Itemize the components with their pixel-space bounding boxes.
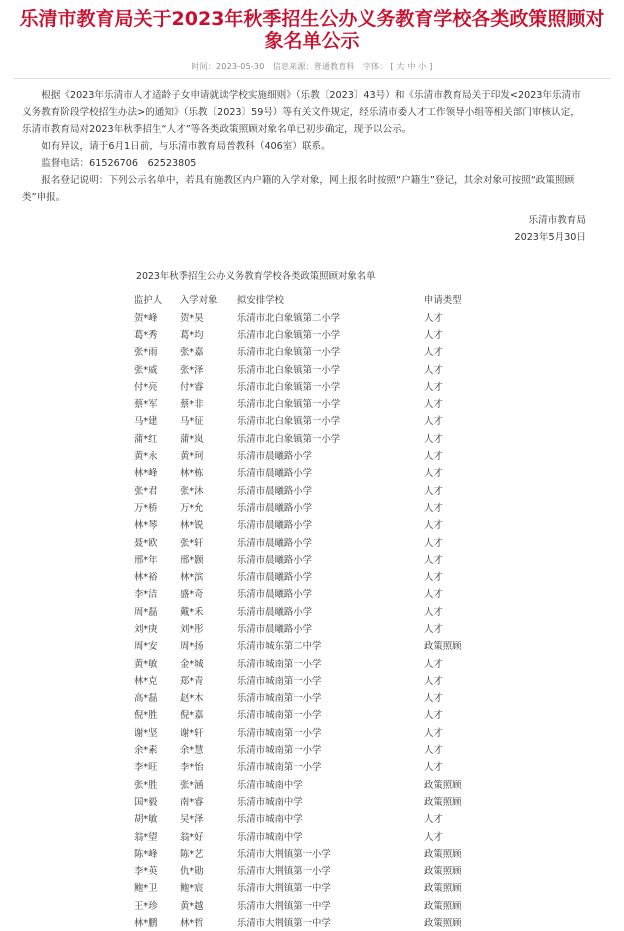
- guardian-cell: 林*琴: [134, 520, 158, 532]
- guardian-cell: 王*珍: [134, 900, 158, 912]
- guardian-cell: 林*克: [134, 675, 158, 687]
- type-cell: 政策照顾: [424, 779, 462, 791]
- school-cell: 乐清市城南中学: [237, 796, 303, 808]
- table-row: [134, 740, 484, 757]
- student-cell: 贺*昊: [180, 312, 204, 324]
- type-cell: 人才: [424, 623, 443, 635]
- student-cell: 余*慧: [180, 745, 204, 757]
- student-cell: 林*滨: [180, 572, 204, 584]
- type-cell: 人才: [424, 502, 443, 514]
- table-row: [134, 533, 484, 550]
- school-cell: 乐清市北白象镇第一小学: [237, 329, 341, 341]
- table-row: [134, 758, 484, 775]
- table-row: [134, 810, 484, 827]
- type-cell: 人才: [424, 347, 443, 359]
- type-cell: 人才: [424, 589, 443, 601]
- table-row: [134, 619, 484, 636]
- school-cell: 乐清市城南中学: [237, 779, 303, 791]
- type-cell: 人才: [424, 451, 443, 463]
- registration-note: 报名登记说明：下列公示名单中，若具有施教区内户籍的入学对象，网上报名时按照“户籍生”登记，其余对象可按照“政策照顾类”申报。: [22, 175, 575, 203]
- type-cell: 人才: [424, 399, 443, 411]
- student-cell: 林*锐: [180, 520, 204, 532]
- guardian-cell: 余*素: [134, 745, 158, 757]
- school-cell: 乐清市大荆镇第一小学: [237, 848, 331, 860]
- student-cell: 郑*青: [180, 675, 204, 687]
- school-cell: 乐清市晨曦路小学: [237, 468, 313, 480]
- signature-date: 2023年5月30日: [514, 232, 586, 243]
- table-row: [134, 723, 484, 740]
- guardian-cell: 李*洁: [134, 589, 158, 601]
- guardian-cell: 蒲*红: [134, 433, 158, 445]
- guardian-cell: 马*建: [134, 416, 158, 428]
- roster-header-row: [134, 290, 484, 308]
- guardian-cell: 陈*峰: [134, 848, 158, 860]
- signature-org: 乐清市教育局: [528, 215, 586, 226]
- table-row: [134, 429, 484, 446]
- type-cell: 政策照顾: [424, 883, 462, 895]
- type-cell: 人才: [424, 312, 443, 324]
- school-cell: 乐清市北白象镇第二小学: [237, 312, 341, 324]
- type-cell: 人才: [424, 658, 443, 670]
- school-cell: 乐清市大荆镇第一小学: [237, 866, 331, 878]
- type-cell: 人才: [424, 381, 443, 393]
- student-cell: 张*涵: [180, 779, 204, 791]
- student-cell: 万*允: [180, 502, 204, 514]
- student-cell: 倪*嘉: [180, 710, 204, 722]
- table-row: [134, 446, 484, 463]
- school-cell: 乐清市城南中学: [237, 814, 303, 826]
- school-cell: 乐清市大荆镇第一中学: [237, 883, 331, 895]
- school-cell: 乐清市北白象镇第一小学: [237, 433, 341, 445]
- type-cell: 人才: [424, 727, 443, 739]
- guardian-cell: 付*亮: [134, 381, 158, 393]
- guardian-cell: 翁*望: [134, 831, 158, 843]
- school-cell: 乐清市城南第一小学: [237, 710, 322, 722]
- table-row: [134, 498, 484, 515]
- table-row: [134, 377, 484, 394]
- student-cell: 林*栋: [180, 468, 204, 480]
- student-cell: 刘*彤: [180, 623, 204, 635]
- school-cell: 乐清市北白象镇第一小学: [237, 416, 341, 428]
- table-row: [134, 360, 484, 377]
- student-cell: 南*睿: [180, 796, 204, 808]
- guardian-cell: 聂*欧: [134, 537, 158, 549]
- type-cell: 人才: [424, 537, 443, 549]
- type-cell: 人才: [424, 433, 443, 445]
- student-cell: 林*哲: [180, 918, 204, 930]
- school-cell: 乐清市晨曦路小学: [237, 623, 313, 635]
- guardian-cell: 张*威: [134, 364, 158, 376]
- school-cell: 乐清市城南中学: [237, 831, 303, 843]
- school-cell: 乐清市晨曦路小学: [237, 451, 313, 463]
- article-meta: [0, 61, 624, 72]
- guardian-cell: 万*桥: [134, 502, 158, 514]
- school-cell: 乐清市城南第一小学: [237, 675, 322, 687]
- table-row: [134, 567, 484, 584]
- table-row: [134, 862, 484, 879]
- table-row: [134, 394, 484, 411]
- type-cell: 政策照顾: [424, 900, 462, 912]
- student-cell: 周*扬: [180, 641, 204, 653]
- student-cell: 马*征: [180, 416, 204, 428]
- table-row: [134, 844, 484, 861]
- page-title: 乐清市教育局关于2023年秋季招生公办义务教育学校各类政策照顾对象名单公示: [19, 8, 605, 52]
- supervision-phone: 监督电话：61526706 62523805: [41, 158, 197, 169]
- table-row: [134, 308, 484, 325]
- table-row: [134, 585, 484, 602]
- student-cell: 李*怡: [180, 762, 204, 774]
- student-cell: 盛*奇: [180, 589, 204, 601]
- student-cell: 翁*好: [180, 831, 204, 843]
- table-row: [134, 775, 484, 792]
- type-cell: 人才: [424, 520, 443, 532]
- table-row: [134, 412, 484, 429]
- type-cell: 人才: [424, 416, 443, 428]
- signature-block: [0, 212, 624, 246]
- school-cell: 乐清市城南第一小学: [237, 762, 322, 774]
- table-row: [134, 464, 484, 481]
- school-cell: 乐清市城南第一小学: [237, 693, 322, 705]
- guardian-cell: 林*峰: [134, 468, 158, 480]
- school-cell: 乐清市大荆镇第一中学: [237, 900, 331, 912]
- table-row: [134, 896, 484, 913]
- roster-title: 2023年秋季招生公办义务教育学校各类政策照顾对象名单: [136, 271, 376, 282]
- font-size-options[interactable]: [ 大 中 小 ]: [390, 62, 433, 71]
- table-row: [134, 671, 484, 688]
- student-cell: 鲍*宸: [180, 883, 204, 895]
- type-cell: 政策照顾: [424, 796, 462, 808]
- guardian-cell: 蔡*军: [134, 399, 158, 411]
- school-cell: 乐清市晨曦路小学: [237, 572, 313, 584]
- column-header-student: 入学对象: [180, 295, 218, 306]
- guardian-cell: 贺*峰: [134, 312, 158, 324]
- table-row: [134, 654, 484, 671]
- guardian-cell: 刘*庚: [134, 623, 158, 635]
- guardian-cell: 林*裕: [134, 572, 158, 584]
- guardian-cell: 葛*秀: [134, 329, 158, 341]
- guardian-cell: 张*胜: [134, 779, 158, 791]
- school-cell: 乐清市晨曦路小学: [237, 520, 313, 532]
- school-cell: 乐清市大荆镇第一中学: [237, 918, 331, 930]
- type-cell: 人才: [424, 572, 443, 584]
- type-cell: 政策照顾: [424, 918, 462, 930]
- student-cell: 黄*越: [180, 900, 204, 912]
- table-row: [134, 516, 484, 533]
- type-cell: 人才: [424, 364, 443, 376]
- guardian-cell: 林*鹏: [134, 918, 158, 930]
- school-cell: 乐清市晨曦路小学: [237, 589, 313, 601]
- body-paragraph: 如有异议，请于6月1日前，与乐清市教育局普教科（406室）联系。: [41, 141, 331, 152]
- student-cell: 付*睿: [180, 381, 204, 393]
- school-cell: 乐清市北白象镇第一小学: [237, 364, 341, 376]
- table-row: [134, 550, 484, 567]
- guardian-cell: 张*君: [134, 485, 158, 497]
- column-header-guardian: 监护人: [134, 295, 163, 306]
- guardian-cell: 胡*敏: [134, 814, 158, 826]
- student-cell: 谢*轩: [180, 727, 204, 739]
- school-cell: 乐清市北白象镇第一小学: [237, 399, 341, 411]
- body-paragraph: 根据《2023年乐清市人才适龄子女申请就读学校实施细则》（乐教〔2023〕43号）和《乐清市教育局关于印发<2023年乐清市义务教育阶段学校招生办法>的通知》（乐教〔2023〕59号）等有关文件规定，经乐清市委人才工作领导小组等相关部门审核认定，乐清市教育局对2023年秋季招生“人才”等各类政策照顾对象名单已初步确定，现予以公示。: [22, 90, 581, 135]
- article-body: [0, 79, 624, 206]
- table-row: [134, 325, 484, 342]
- guardian-cell: 国*毅: [134, 796, 158, 808]
- guardian-cell: 李*英: [134, 866, 158, 878]
- guardian-cell: 鲍*卫: [134, 883, 158, 895]
- type-cell: 政策照顾: [424, 848, 462, 860]
- guardian-cell: 谢*坚: [134, 727, 158, 739]
- type-cell: 人才: [424, 693, 443, 705]
- type-cell: 人才: [424, 606, 443, 618]
- table-row: [134, 637, 484, 654]
- table-row: [134, 879, 484, 896]
- school-cell: 乐清市晨曦路小学: [237, 537, 313, 549]
- student-cell: 仇*勋: [180, 866, 204, 878]
- student-cell: 金*城: [180, 658, 204, 670]
- table-row: [134, 343, 484, 360]
- student-cell: 葛*均: [180, 329, 204, 341]
- guardian-cell: 高*磊: [134, 693, 158, 705]
- guardian-cell: 邢*年: [134, 554, 158, 566]
- type-cell: 人才: [424, 831, 443, 843]
- student-cell: 蒲*岚: [180, 433, 204, 445]
- school-cell: 乐清市晨曦路小学: [237, 502, 313, 514]
- type-cell: 政策照顾: [424, 641, 462, 653]
- table-row: [134, 827, 484, 844]
- guardian-cell: 张*雨: [134, 347, 158, 359]
- table-row: [134, 602, 484, 619]
- student-cell: 张*嘉: [180, 347, 204, 359]
- school-cell: 乐清市城南第一小学: [237, 745, 322, 757]
- font-size-label: 字体：: [362, 62, 388, 71]
- type-cell: 人才: [424, 485, 443, 497]
- school-cell: 乐清市城南第一小学: [237, 658, 322, 670]
- school-cell: 乐清市城东第二中学: [237, 641, 322, 653]
- school-cell: 乐清市晨曦路小学: [237, 554, 313, 566]
- guardian-cell: 黄*敏: [134, 658, 158, 670]
- publish-time: 时间：2023-05-30: [191, 62, 265, 71]
- table-row: [134, 706, 484, 723]
- school-cell: 乐清市晨曦路小学: [237, 485, 313, 497]
- type-cell: 人才: [424, 554, 443, 566]
- table-row: [134, 913, 484, 930]
- student-cell: 吴*泽: [180, 814, 204, 826]
- type-cell: 人才: [424, 814, 443, 826]
- school-cell: 乐清市晨曦路小学: [237, 606, 313, 618]
- roster-body: [134, 308, 484, 931]
- student-cell: 戴*禾: [180, 606, 204, 618]
- school-cell: 乐清市北白象镇第一小学: [237, 381, 341, 393]
- guardian-cell: 周*安: [134, 641, 158, 653]
- type-cell: 人才: [424, 675, 443, 687]
- guardian-cell: 黄*永: [134, 451, 158, 463]
- column-header-type: 申请类型: [424, 295, 462, 306]
- student-cell: 邢*颢: [180, 554, 204, 566]
- type-cell: 人才: [424, 710, 443, 722]
- info-source: 信息来源：普通教育科: [272, 62, 355, 71]
- student-cell: 张*轩: [180, 537, 204, 549]
- type-cell: 人才: [424, 329, 443, 341]
- school-cell: 乐清市北白象镇第一小学: [237, 347, 341, 359]
- student-cell: 蔡*非: [180, 399, 204, 411]
- roster-table: [134, 290, 484, 931]
- student-cell: 张*泽: [180, 364, 204, 376]
- student-cell: 张*沐: [180, 485, 204, 497]
- type-cell: 人才: [424, 468, 443, 480]
- school-cell: 乐清市城南第一小学: [237, 727, 322, 739]
- student-cell: 赵*木: [180, 693, 204, 705]
- guardian-cell: 李*旺: [134, 762, 158, 774]
- student-cell: 陈*艺: [180, 848, 204, 860]
- table-row: [134, 792, 484, 809]
- guardian-cell: 倪*胜: [134, 710, 158, 722]
- column-header-school: 拟安排学校: [237, 295, 284, 306]
- table-row: [134, 481, 484, 498]
- student-cell: 黄*珂: [180, 451, 204, 463]
- type-cell: 人才: [424, 745, 443, 757]
- type-cell: 人才: [424, 762, 443, 774]
- guardian-cell: 周*磊: [134, 606, 158, 618]
- table-row: [134, 689, 484, 706]
- type-cell: 政策照顾: [424, 866, 462, 878]
